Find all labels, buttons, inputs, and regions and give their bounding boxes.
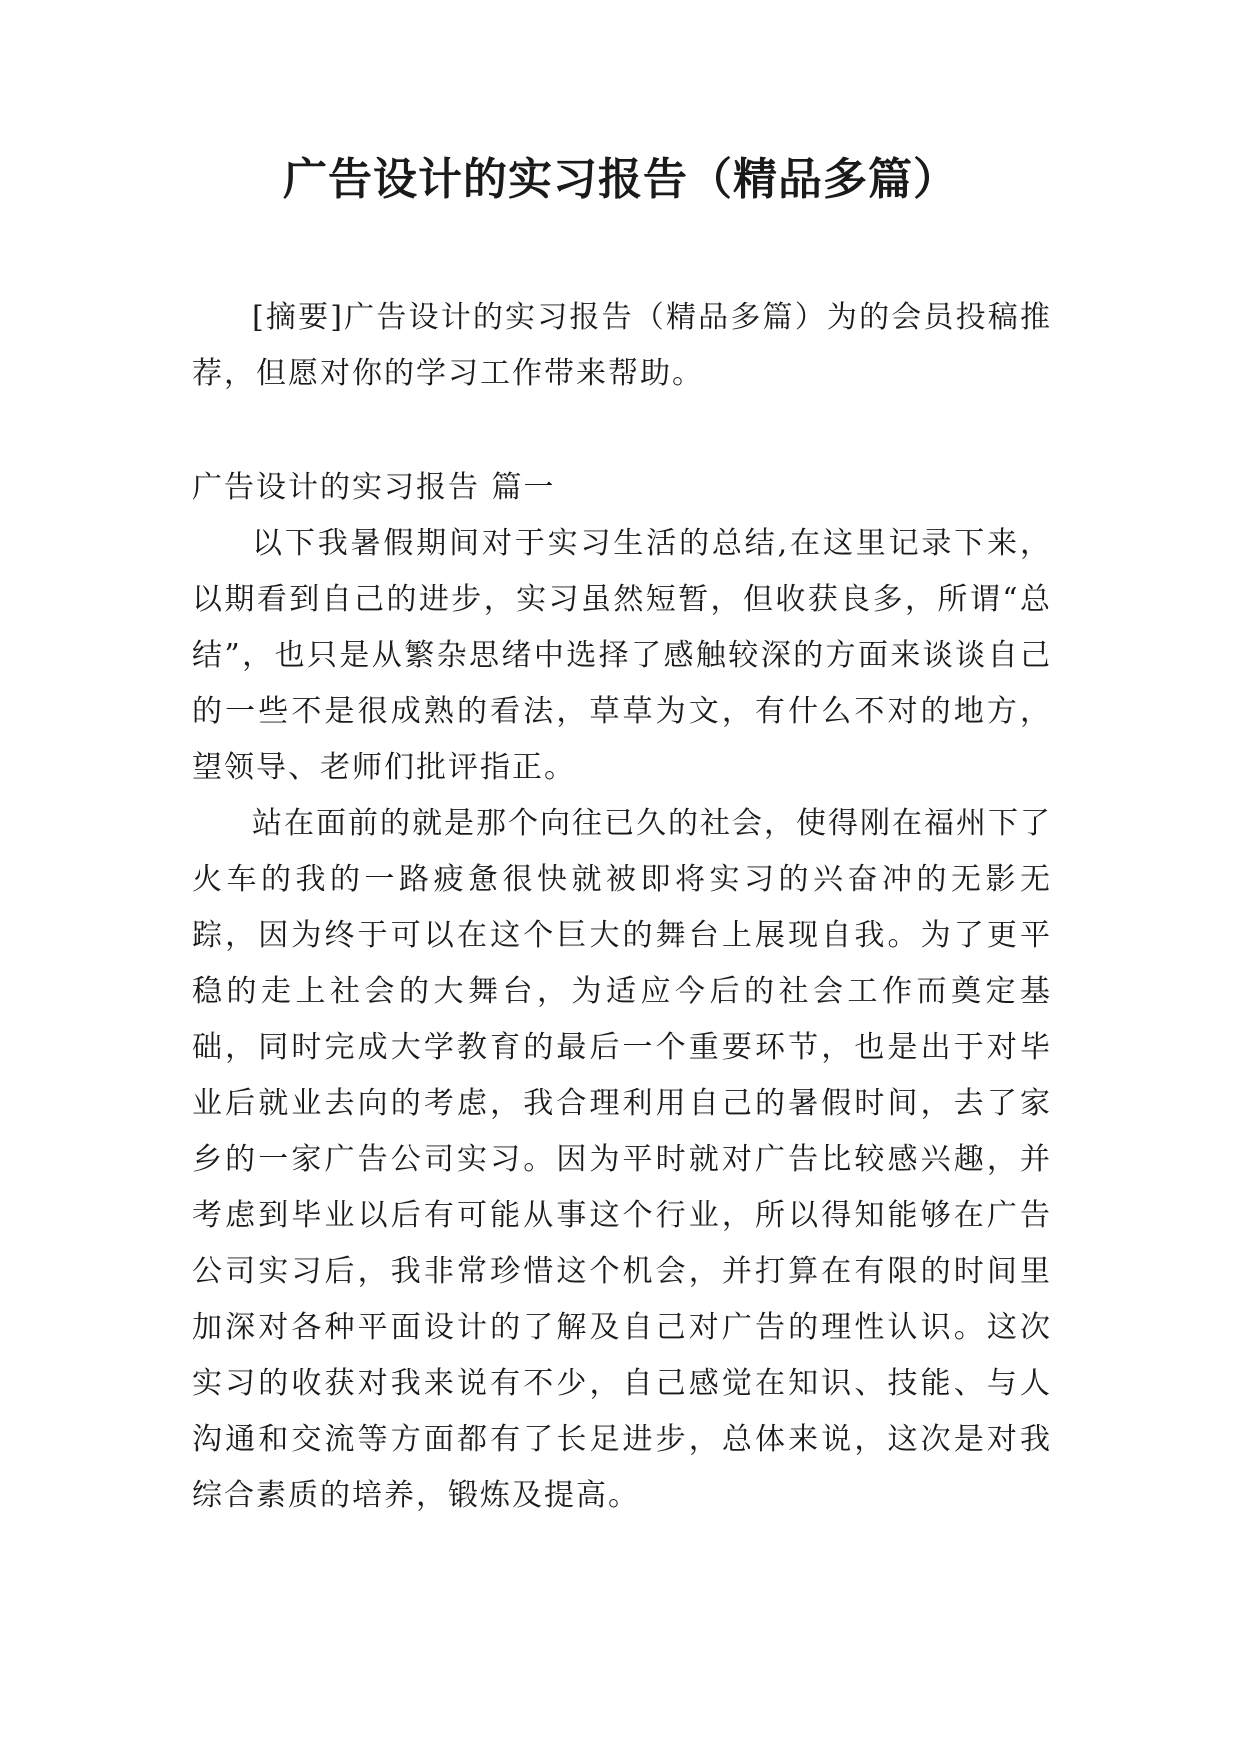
body-paragraph-1: 以下我暑假期间对于实习生活的总结,在这里记录下来，以期看到自己的进步，实习虽然短暂，但收获良多，所谓“总结”，也只是从繁杂思绪中选择了感触较深的方面来谈谈自己的一些不是很成熟的看法，草草为文，有什么不对的地方，望领导、老师们批评指正。	[192, 526, 1052, 785]
document-title: 广告设计的实习报告（精品多篇）	[283, 154, 958, 205]
abstract-paragraph: [摘要]广告设计的实习报告（精品多篇）为的会员投稿推荐，但愿对你的学习工作带来帮助。	[192, 300, 1052, 391]
section-1	[192, 460, 1052, 1524]
body-paragraph-2: 站在面前的就是那个向往已久的社会，使得刚在福州下了火车的我的一路疲惫很快就被即将实习的兴奋冲的无影无踪，因为终于可以在这个巨大的舞台上展现自我。为了更平稳的走上社会的大舞台，为适应今后的社会工作而奠定基础，同时完成大学教育的最后一个重要环节，也是出于对毕业后就业去向的考虑，我合理利用自己的暑假时间，去了家乡的一家广告公司实习。因为平时就对广告比较感兴趣，并考虑到毕业以后有可能从事这个行业，所以得知能够在广告公司实习后，我非常珍惜这个机会，并打算在有限的时间里加深对各种平面设计的了解及自己对广告的理性认识。这次实习的收获对我来说有不少，自己感觉在知识、技能、与人沟通和交流等方面都有了长足进步，总体来说，这次是对我综合素质的培养，锻炼及提高。	[192, 806, 1052, 1513]
section-heading: 广告设计的实习报告 篇一	[192, 470, 556, 505]
document-body	[192, 290, 1052, 1524]
